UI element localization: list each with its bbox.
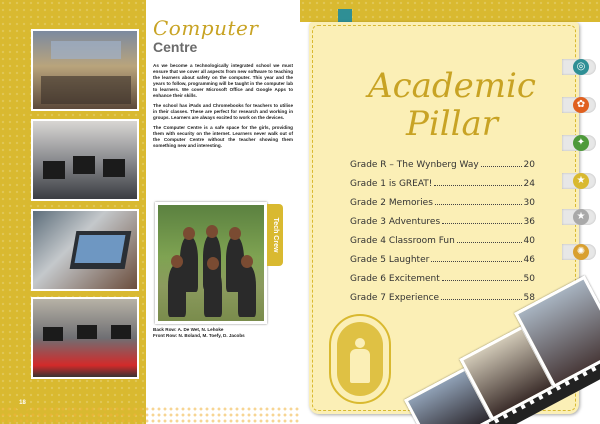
toc-leader-dots <box>457 242 522 243</box>
sun-icon: ✺ <box>573 244 589 260</box>
article-text <box>153 17 293 153</box>
toc-entry-page: 40 <box>523 236 535 246</box>
photo-caption <box>153 327 293 339</box>
page-number: 18 <box>15 396 30 411</box>
toc-leader-dots <box>435 204 522 205</box>
ring-1 <box>562 59 596 75</box>
section-title-line2: Pillar <box>405 104 499 144</box>
toc-entry-page: 20 <box>523 160 535 170</box>
classroom-photo-3 <box>31 209 139 291</box>
toc-entry-label: Grade 3 Adventures <box>350 217 441 227</box>
toc-entry-label: Grade 6 Excitement <box>350 274 440 284</box>
tech-crew-photo <box>155 202 267 324</box>
toc-entry-label: Grade 2 Memories <box>350 198 433 208</box>
ring-5 <box>562 209 596 225</box>
toc-entry[interactable] <box>350 198 535 217</box>
toc-leader-dots <box>442 223 521 224</box>
paragraph-1: As we become a technologically integrated school we must ensure that we cover all aspects from new software to teaching the learners about safety on the computer. This year and the years to follow, programming will be taught in the computer lab to learners. We cover Microsoft Office and Google Apps to enhance their skills. <box>153 63 293 98</box>
tech-crew-label: Tech Crew <box>272 217 279 253</box>
toc-entry-page: 36 <box>523 217 535 227</box>
classroom-photo-4 <box>31 297 139 379</box>
paragraph-3: The Computer Centre is a safe space for the girls, providing them with security on the internet. Learners never walk out of the Computer Centre without the teacher showing them something new and interesting. <box>153 125 293 148</box>
toc-entry-page: 58 <box>523 293 535 303</box>
toc-entry-page: 50 <box>523 274 535 284</box>
dotted-border-decoration <box>0 406 300 424</box>
right-page <box>300 0 600 424</box>
ring-4 <box>562 173 596 189</box>
star-gold-icon: ★ <box>573 173 589 189</box>
classroom-photo-1 <box>31 29 139 111</box>
paragraph-2: The school has iPads and Chromebooks for teachers to utilise in their classes. These are perfect for research and working in groups. Learners are always excited to work on the devices. <box>153 103 293 120</box>
toc-leader-dots <box>434 185 521 186</box>
tech-crew-tab <box>267 204 283 266</box>
classroom-photo-2 <box>31 119 139 201</box>
toc-entry-label: Grade 7 Experience <box>350 293 440 303</box>
toc-entry[interactable] <box>350 160 535 179</box>
ring-2 <box>562 97 596 113</box>
toc-leader-dots <box>481 166 522 167</box>
toc-entry[interactable] <box>350 217 535 236</box>
section-title-line1: Academic <box>368 66 536 106</box>
ring-3 <box>562 135 596 151</box>
caption-back-row: Back Row: A. De Wet, N. Lehoke <box>153 327 224 332</box>
toc-entry[interactable] <box>350 236 535 255</box>
article-title: Computer <box>153 16 259 40</box>
article-subtitle: Centre <box>153 39 198 55</box>
toc-entry[interactable] <box>350 179 535 198</box>
toc-entry-page: 30 <box>523 198 535 208</box>
toc-entry-label: Grade 5 Laughter <box>350 255 430 265</box>
leaf-icon: ✦ <box>573 135 589 151</box>
toc-entry-page: 24 <box>523 179 535 189</box>
bookmark-tab <box>338 9 352 22</box>
flower-icon: ✿ <box>573 97 589 113</box>
toc-entry-page: 46 <box>523 255 535 265</box>
caption-front-row: Front Row: N. Boland, M. Toefy, D. Jacobs <box>153 333 245 338</box>
toc-entry-label: Grade 4 Classroom Fun <box>350 236 455 246</box>
toc-entry-label: Grade R – The Wynberg Way <box>350 160 479 170</box>
star-silver-icon: ★ <box>573 209 589 225</box>
toc-entry-label: Grade 1 is GREAT! <box>350 179 433 189</box>
target-icon: ◎ <box>573 59 589 75</box>
toc-leader-dots <box>431 261 521 262</box>
